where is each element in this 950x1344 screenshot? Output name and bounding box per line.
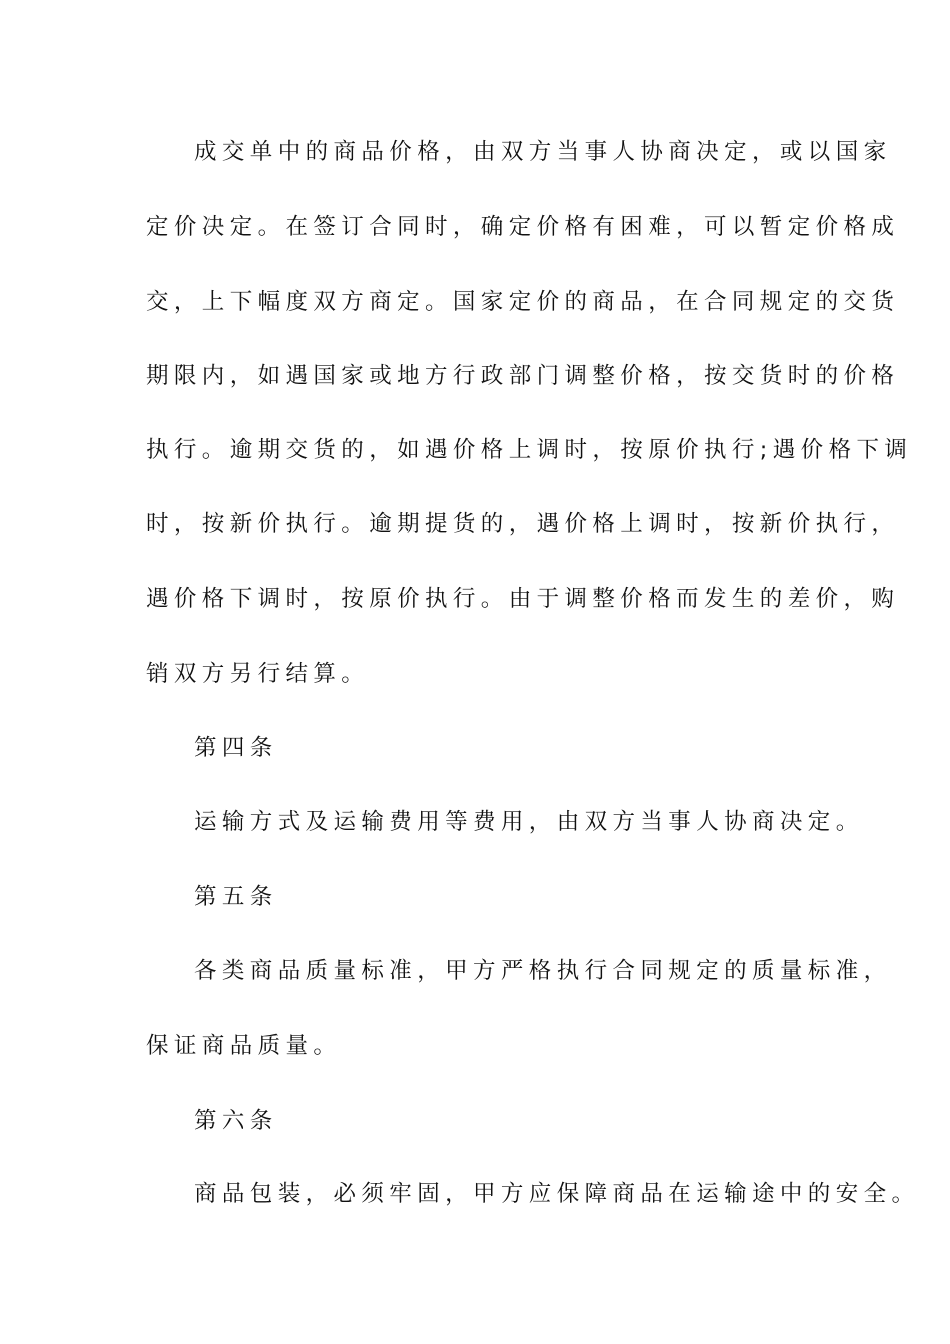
paragraph-price-line-6: 时，按新价执行。逾期提货的，遇价格上调时，按新价执行，: [146, 511, 900, 537]
article-5-heading: 第五条: [194, 884, 278, 910]
paragraph-price-line-2: 定价决定。在签订合同时，确定价格有困难，可以暂定价格成: [146, 214, 900, 240]
paragraph-price-line-3: 交，上下幅度双方商定。国家定价的商品，在合同规定的交货: [146, 289, 900, 315]
paragraph-quality-line-2: 保证商品质量。: [146, 1033, 342, 1059]
paragraph-price-line-7: 遇价格下调时，按原价执行。由于调整价格而发生的差价，购: [146, 586, 900, 612]
paragraph-packaging: 商品包装，必须牢固，甲方应保障商品在运输途中的安全。: [194, 1181, 920, 1207]
paragraph-price-line-1: 成交单中的商品价格，由双方当事人协商决定，或以国家: [194, 139, 892, 165]
paragraph-price-line-4: 期限内，如遇国家或地方行政部门调整价格，按交货时的价格: [146, 363, 900, 389]
article-4-heading: 第四条: [194, 735, 278, 761]
paragraph-price-line-8: 销双方另行结算。: [146, 661, 370, 687]
paragraph-price-line-5: 执行。逾期交货的，如遇价格上调时，按原价执行;遇价格下调: [146, 437, 913, 463]
paragraph-quality-line-1: 各类商品质量标准，甲方严格执行合同规定的质量标准，: [194, 958, 892, 984]
article-6-heading: 第六条: [194, 1108, 278, 1134]
paragraph-transport: 运输方式及运输费用等费用，由双方当事人协商决定。: [194, 809, 864, 835]
